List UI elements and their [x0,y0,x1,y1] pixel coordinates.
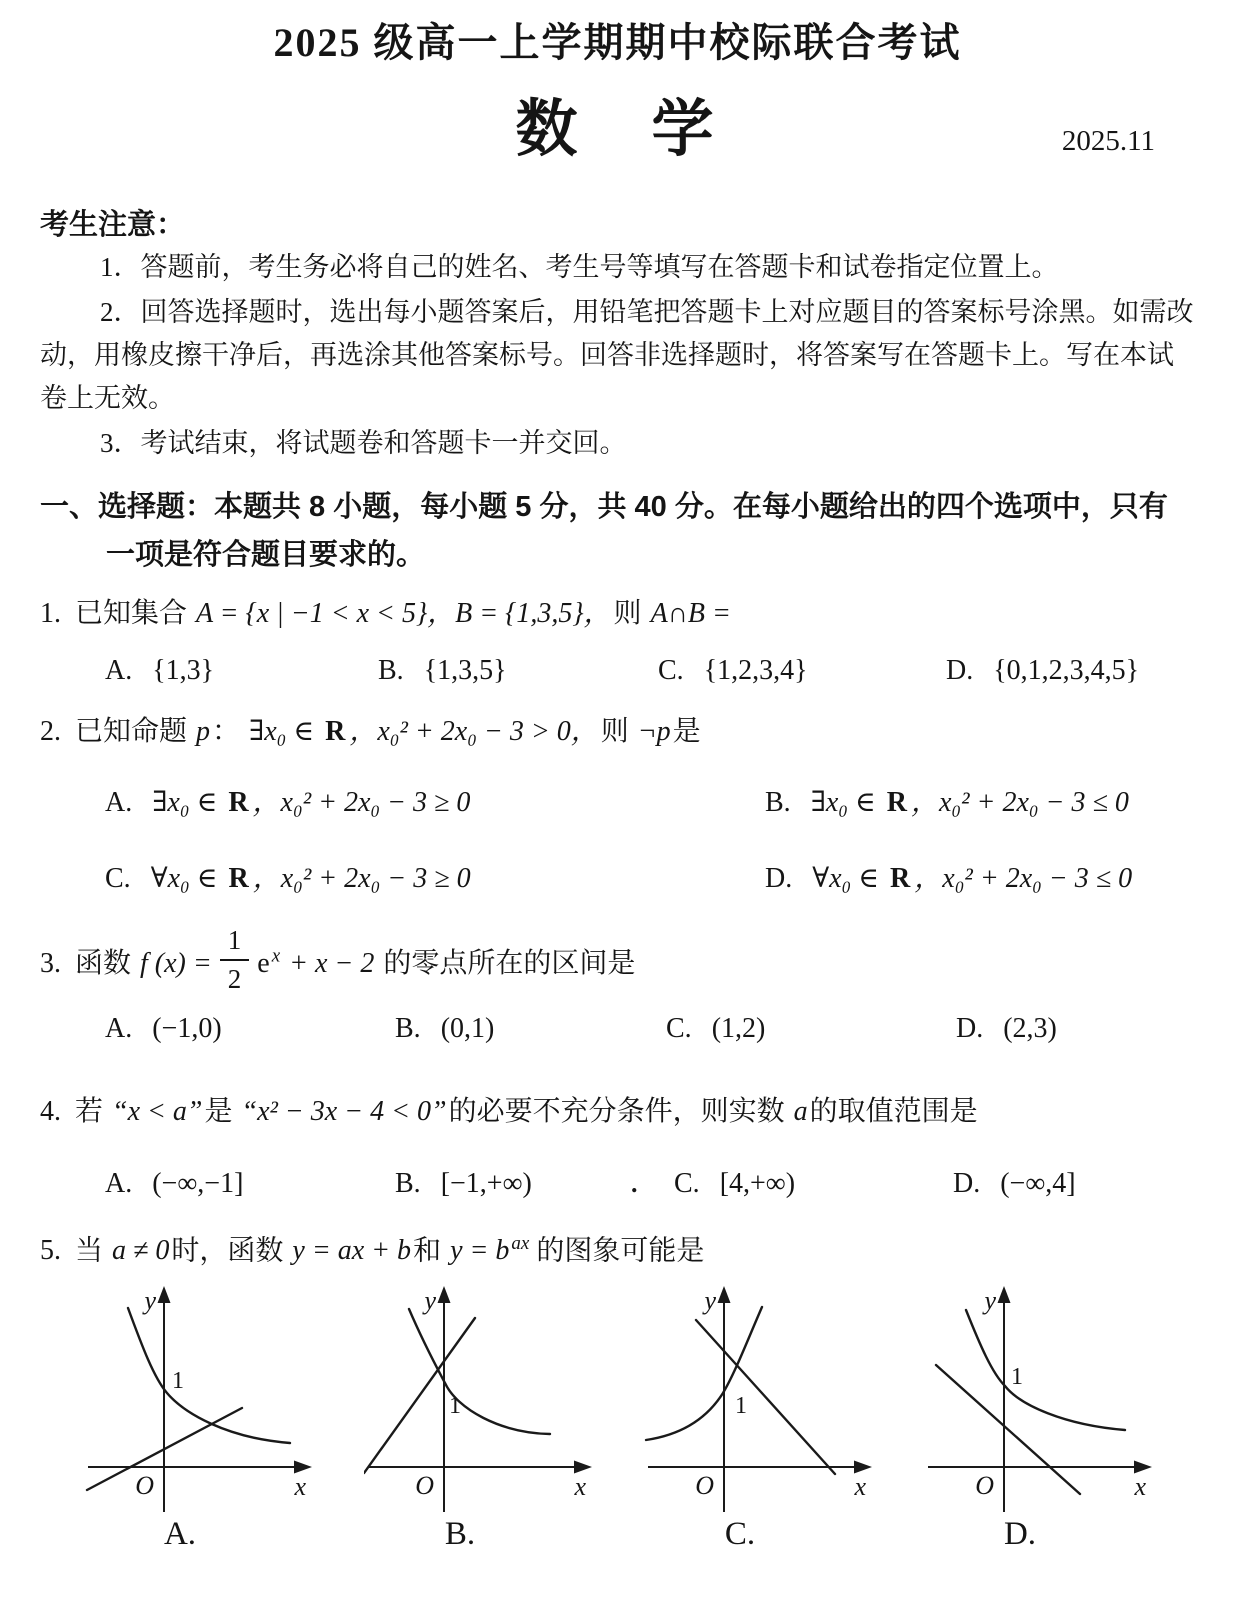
graph-c-label: C. [724,1516,756,1553]
question-5-text-4: 的图象可能是 [536,1235,705,1267]
question-2-var-p: p [196,716,211,747]
notice-block [40,246,1195,465]
straight-line [936,1365,1080,1494]
question-1-options [105,649,1195,693]
section-header-line-1: 一、选择题：本题共 8 小题，每小题 5 分，共 40 分。在每小题给出的四个选项中，只有 [40,491,1168,523]
question-4-number: 4. [40,1096,61,1127]
option-b-label: B. [765,787,791,818]
option-a-label: A. [105,655,133,686]
question-5-text-3: 和 [413,1235,442,1267]
option-a-pre: ∃x₀ ∈ [152,787,225,818]
option-b-post: ，x₀² + 2x₀ − 3 ≤ 0 [911,787,1129,818]
straight-line [696,1320,835,1474]
question-5-text-2: 时，函数 [171,1235,284,1267]
option-b-set-r: R [886,787,907,818]
section-header-line-2: 一项是符合题目要求的。 [106,539,426,571]
question-2-text-2: 则 [600,716,629,747]
y-axis-arrow [158,1286,171,1303]
question-1 [40,593,1195,635]
graph-a-plot [84,1282,316,1516]
question-2-formula: ∃x₀ ∈ [249,716,322,747]
x-label: x [294,1472,306,1502]
x-label: x [854,1472,866,1502]
graph-option-a [84,1282,316,1553]
y-label: y [984,1286,996,1316]
option-a-value: (−1,0) [152,1013,222,1044]
y-axis-arrow [718,1286,731,1303]
exam-title: 2025 级高一上学期期中校际联合考试 [273,20,962,65]
origin-label: O [975,1471,994,1501]
option-a [105,777,765,829]
option-b [395,1161,631,1207]
exponential-curve [409,1309,550,1434]
question-3-options [105,1007,1195,1051]
option-d-label: D. [765,863,793,894]
question-5-graphs [40,1282,1195,1553]
option-c-value: (1,2) [711,1013,766,1044]
question-4-text-4: 的取值范围是 [809,1096,978,1127]
question-5-number: 5. [40,1235,61,1267]
option-c [658,649,946,693]
question-1-formula-2: A∩B = [650,598,731,629]
option-c [105,853,765,905]
graph-option-d [924,1282,1156,1553]
option-d-value: (2,3) [1003,1013,1057,1044]
graph-b-plot [364,1282,596,1516]
question-4-var-a: a [793,1096,808,1127]
question-3 [40,925,1195,995]
option-b [378,649,658,693]
option-c-value: [4,+∞) [719,1168,796,1199]
question-2-text-3: 是 [672,716,701,747]
option-a-label: A. [105,1013,133,1044]
fraction-numerator: 1 [220,925,250,961]
question-3-text: 函数 [75,948,132,979]
one-label: 1 [735,1393,747,1420]
question-2-colon: ： [212,716,241,747]
option-d [946,649,1195,693]
option-a [105,1161,395,1207]
question-3-formula: + x − 2 [282,948,375,979]
option-b-label: B. [395,1013,421,1044]
option-b-value: {1,3,5} [423,655,507,686]
option-a-label: A. [105,1168,133,1199]
fraction-denominator: 2 [227,964,242,994]
question-4-text-3: 的必要不充分条件，则实数 [448,1096,785,1127]
section-header [40,483,1195,579]
option-c [666,1007,956,1051]
option-c-label: C. [674,1168,700,1199]
option-d-value: {0,1,2,3,4,5} [993,655,1140,686]
option-b [395,1007,666,1051]
question-2 [40,711,1195,753]
graph-a-label: A. [163,1516,197,1553]
question-1-formula: A = {x | −1 < x < 5}，B = {1,3,5}， [196,598,612,629]
question-2-set-r: R [325,716,346,747]
y-axis-arrow [998,1286,1011,1303]
question-2-text: 已知命题 [75,716,188,747]
question-5-linear-fn: y = ax + b [292,1235,412,1267]
option-b-label: B. [395,1168,421,1199]
question-2-options-row-2 [105,853,1195,905]
option-a-set-r: R [228,787,249,818]
question-3-exponent: x [271,945,281,967]
option-d-post: ，x₀² + 2x₀ − 3 ≤ 0 [914,863,1133,894]
option-c-pre: ∀x₀ ∈ [150,863,225,894]
question-4-text: 若 [75,1096,104,1127]
question-2-formula-2: ，x₀² + 2x₀ − 3 > 0， [349,716,599,747]
option-d-label: D. [956,1013,984,1044]
question-1-text-2: 则 [613,598,642,629]
option-a-value: {1,3} [152,655,215,686]
option-b-value: (0,1) [440,1013,495,1044]
option-d [953,1161,1195,1207]
option-a-label: A. [105,787,133,818]
question-4-options [105,1161,1195,1207]
option-c-label: C. [666,1013,692,1044]
graph-option-c [644,1282,876,1553]
one-label: 1 [172,1368,184,1395]
option-a [105,649,378,693]
subject-row [40,94,1195,166]
option-b [765,777,1195,829]
exam-date: 2025.11 [1061,125,1155,157]
option-b-value: [−1,+∞) [440,1168,532,1199]
question-5-condition: a ≠ 0 [112,1235,170,1267]
option-a-post: ，x₀² + 2x₀ − 3 ≥ 0 [252,787,471,818]
option-c-set-r: R [228,863,249,894]
option-b-label: B. [378,655,404,686]
graph-c-plot [644,1282,876,1516]
y-axis-arrow [438,1286,451,1303]
question-4 [40,1091,1195,1133]
option-d [765,853,1195,905]
option-a-value: (−∞,−1] [152,1168,244,1199]
graph-d-label: D. [1003,1516,1037,1553]
origin-label: O [415,1471,434,1501]
option-d-value: (−∞,4] [1000,1168,1076,1199]
stray-print-dot: . [631,1169,638,1198]
question-5 [40,1223,1195,1272]
option-c [674,1161,953,1207]
option-d-pre: ∀x₀ ∈ [812,863,887,894]
option-a [105,1007,395,1051]
x-label: x [1134,1472,1146,1502]
notice-heading: 考生注意： [40,209,186,241]
x-label: x [574,1472,586,1502]
one-label: 1 [1011,1364,1023,1391]
y-label: y [704,1286,716,1316]
question-3-text-2: 的零点所在的区间是 [383,948,636,979]
question-4-text-2: 是 [204,1096,233,1127]
question-5-text: 当 [75,1235,104,1267]
question-2-number: 2. [40,716,61,747]
option-d [956,1007,1195,1051]
question-3-fx: f (x) = [140,948,212,979]
question-5-exp-fn: y = b [450,1235,510,1267]
question-3-number: 3. [40,948,61,979]
y-label: y [424,1286,436,1316]
y-label: y [144,1286,156,1316]
graph-d-plot [924,1282,1156,1516]
notice-item-1: 1．答题前，考生务必将自己的姓名、考生号等填写在答题卡和试卷指定位置上。 [100,252,1059,282]
notice-item-2: 2．回答选择题时，选出每小题答案后，用铅笔把答题卡上对应题目的答案标号涂黑。如需改动，用橡皮擦干净后，再选涂其他答案标号。回答非选择题时，将答案写在答题卡上。写在本试卷上无效。 [40,297,1194,413]
question-1-number: 1. [40,598,61,629]
question-2-not-p: ¬p [637,716,671,747]
option-c-post: ，x₀² + 2x₀ − 3 ≥ 0 [252,863,471,894]
question-3-e: e [257,948,270,979]
option-d-set-r: R [890,863,911,894]
option-b-pre: ∃x₀ ∈ [810,787,883,818]
option-c-value: {1,2,3,4} [703,655,808,686]
question-4-condition-2: “x² − 3x − 4 < 0” [241,1096,447,1127]
option-d-label: D. [953,1168,981,1199]
question-2-options-row-1 [105,777,1195,829]
question-5-exponent: ax [511,1233,530,1254]
one-label: 1 [449,1393,461,1420]
option-c-label: C. [658,655,684,686]
graph-b-label: B. [444,1516,476,1553]
graph-option-b [364,1282,596,1553]
option-d-label: D. [946,655,974,686]
question-1-text: 已知集合 [75,598,188,629]
subject-title: 数 学 [515,96,720,164]
fraction-one-half [220,925,250,995]
option-c-label: C. [105,863,131,894]
origin-label: O [135,1471,154,1501]
exponential-curve [128,1308,290,1443]
question-4-condition-1: “x < a” [112,1096,203,1127]
notice-item-3: 3．考试结束，将试题卷和答题卡一并交回。 [100,428,627,458]
origin-label: O [695,1471,714,1501]
